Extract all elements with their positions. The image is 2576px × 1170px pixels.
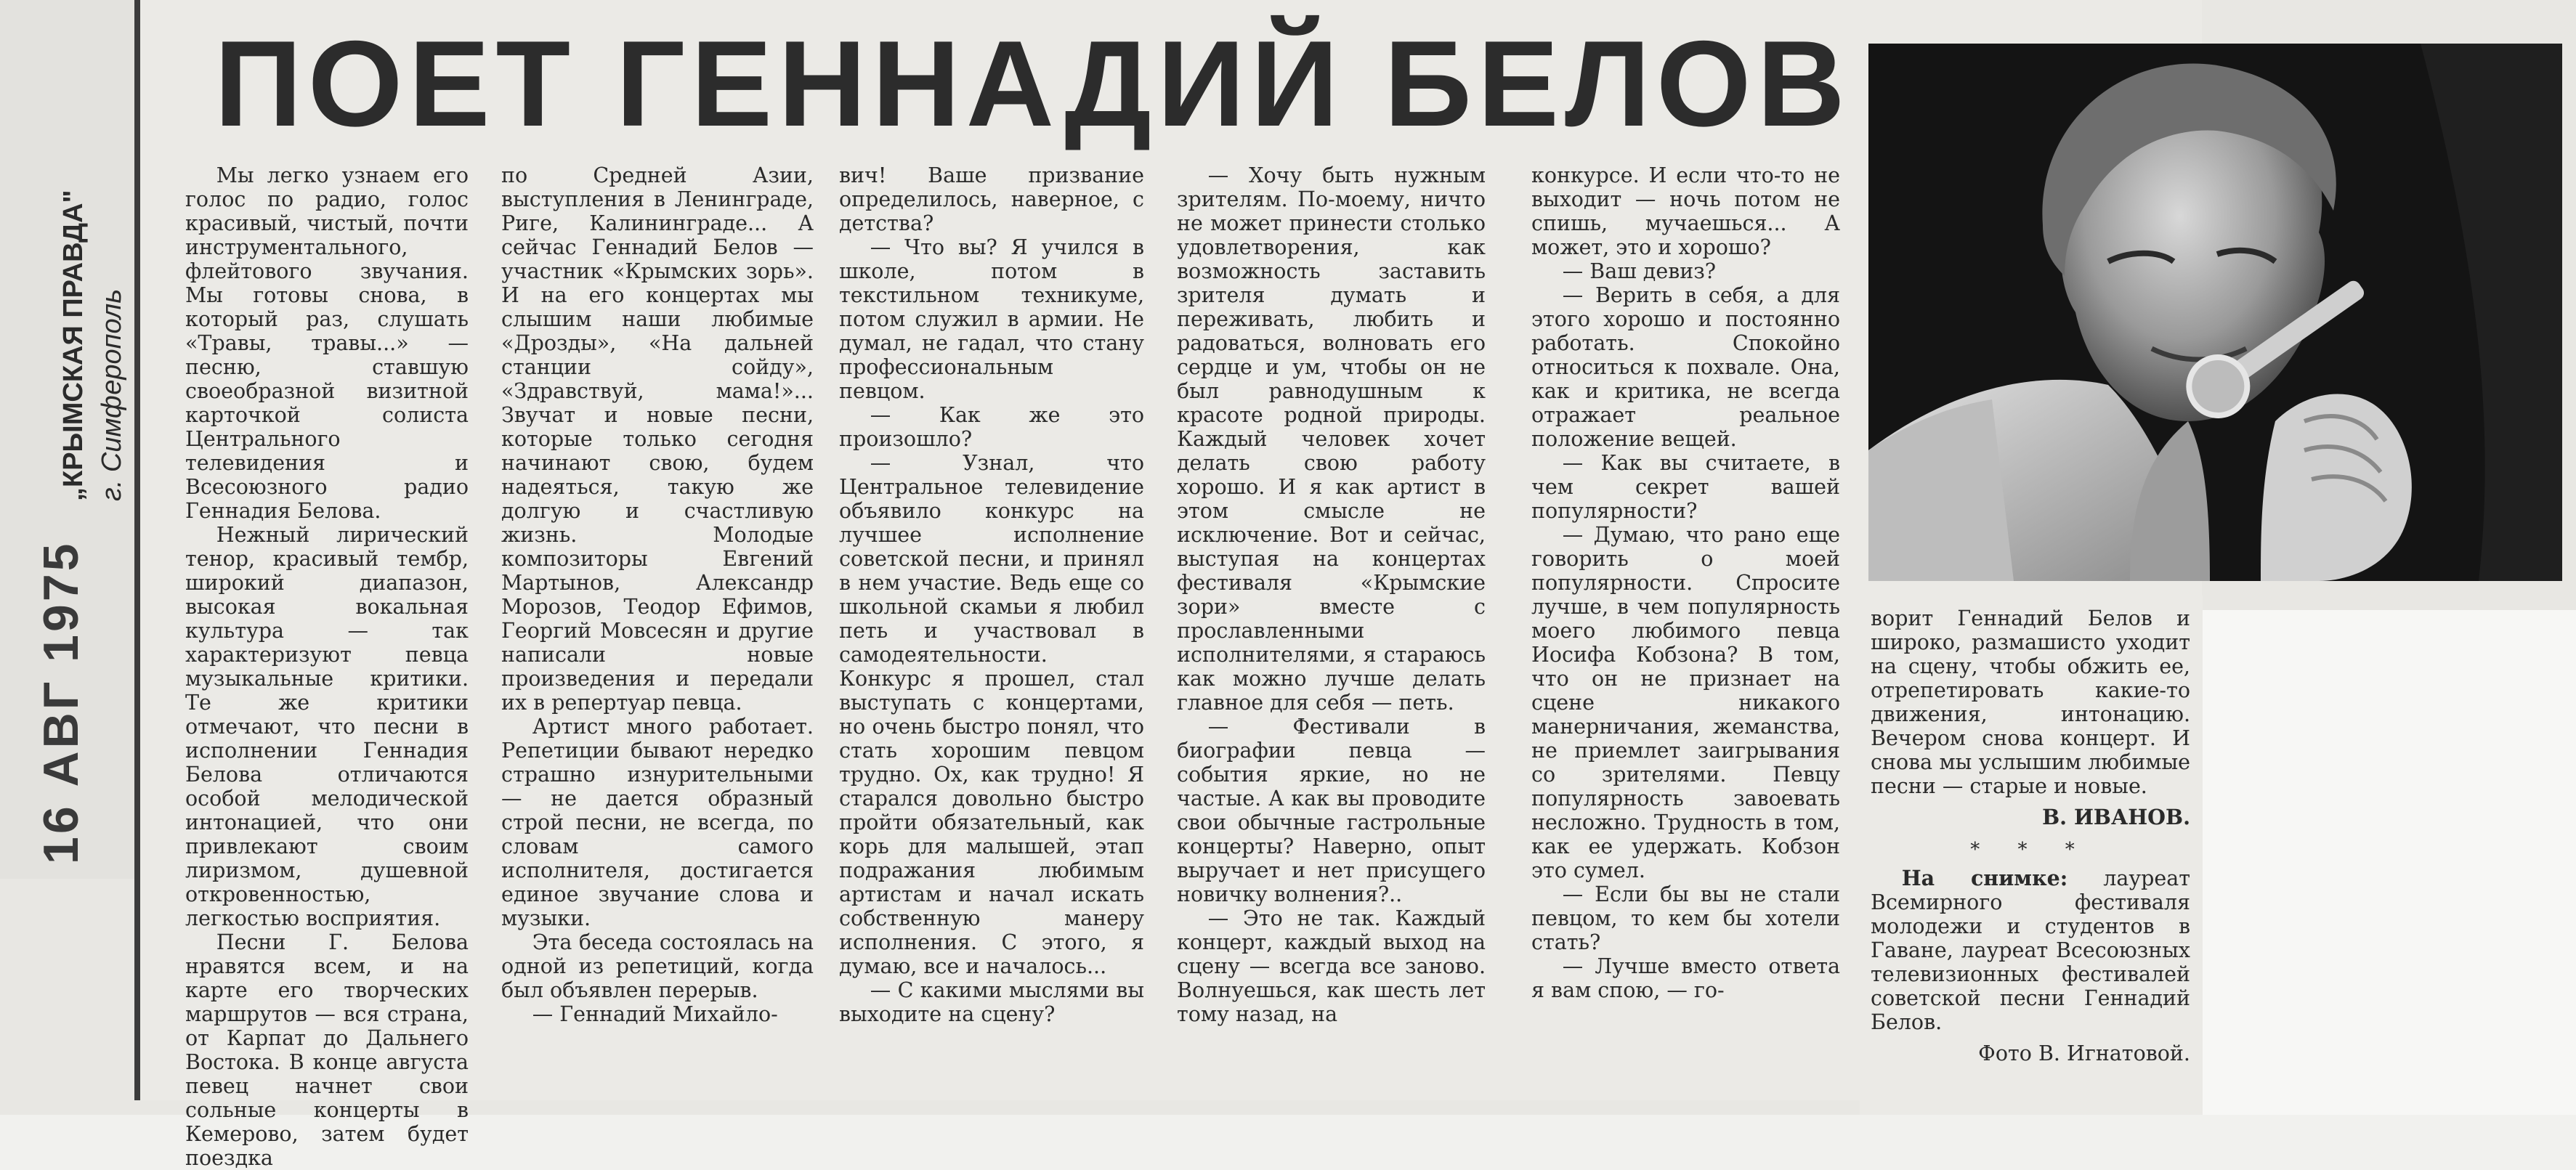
article-paragraph: — Как же это произошло?	[839, 403, 1144, 451]
caption-text: лауреат Всемирного фестиваля молодежи и студентов в Гаване, лауреат Всесоюзных телевизионных фестивалей советской песни Геннадий Белов.	[1871, 866, 2190, 1034]
photo-credit: Фото В. Игнатовой.	[1978, 1041, 2190, 1065]
article-paragraph: Песни Г. Белова нравятся всем, и на карте его творческих маршрутов — вся страна, от Карпат до Дальнего Востока. В конце августа певец начнет свои сольные концерты в Кемерово, затем будет поездка	[185, 930, 469, 1170]
newspaper-city: г. Симферополь	[97, 288, 127, 501]
singer-photo	[1868, 44, 2562, 581]
photo-caption	[1871, 866, 2190, 1034]
article-paragraph: — С какими мыслями вы выходите на сцену?	[839, 978, 1144, 1026]
caption-lead: На снимке:	[1901, 866, 2068, 890]
article-paragraph: — Ваш девиз?	[1562, 259, 1717, 283]
article-paragraph: — Лучше вместо ответа я вам спою, — го-	[1531, 954, 1840, 1002]
article-paragraph: — Это не так. Каждый концерт, каждый выход на сцену — всегда все заново. Волнуешься, как шесть лет тому назад, на	[1177, 906, 1486, 1026]
article-closing-paragraph: ворит Геннадий Белов и широко, размашисто уходит на сцену, чтобы обжить ее, отрепетировать какие-то движения, интонацию. Вечером снова концерт. И снова мы услышим любимые песни — старые и новые.	[1871, 606, 2190, 798]
article-paragraph: Артист много работает. Репетиции бывают нередко страшно изнурительными — не дается образный строй песни, не всегда, по словам самого исполнителя, достигается единое звучание слова и музыки.	[501, 715, 814, 930]
article-column-3	[839, 163, 1144, 1100]
newspaper-name: „КРЫМСКАЯ ПРАВДА"	[58, 190, 89, 501]
article-column-1	[185, 163, 469, 1170]
article-paragraph: Нежный лирический тенор, красивый тембр, широкий диапазон, высокая вокальная культура — так характеризуют певца музыкальные критики. Те же критики отмечают, что песни в исполнении Геннадия Белова отличаются особой мелодической интонацией, что они привлекают своим лиризмом, душевной откровенностью, легкостью восприятия.	[185, 523, 469, 930]
blank-paper-area	[2203, 610, 2576, 1115]
article-paragraph: — Фестивали в биографии певца — события яркие, но не частые. А как вы проводите свои обычные гастрольные концерты? Наверно, опыт выручает и нет присущего новичку волнения?..	[1177, 715, 1486, 906]
article-paragraph: Мы легко узнаем его голос по радио, голос красивый, чистый, почти инструментального, флейтового звучания. Мы готовы снова, в который раз, слушать «Травы, травы...» — песню, ставшую своеобразной визитной карточкой солиста Центрального телевидения и Всесоюзного радио Геннадия Белова.	[185, 163, 469, 523]
article-paragraph: вич! Ваше призвание определилось, наверное, с детства?	[839, 163, 1144, 235]
article-paragraph: — Если бы вы не стали певцом, то кем бы хотели стать?	[1531, 882, 1840, 954]
article-paragraph: — Думаю, что рано еще говорить о моей популярности. Спросите лучше, в чем популярность моего любимого певца Иосифа Кобзона? В том, что он не признает на сцене никакого манерничания, жеманства, не приемлет заигрывания со зрителями. Певцу популярность завоевать несложно. Трудность в том, как ее удержать. Кобзон это сумел.	[1531, 523, 1840, 882]
author-signature: В. ИВАНОВ.	[2042, 805, 2190, 829]
singer-portrait-image	[1868, 44, 2562, 581]
frame-rule	[134, 0, 140, 1100]
section-separator: * * *	[1970, 839, 2091, 861]
date-stamp-text: 16 АВГ 1975	[33, 540, 89, 864]
article-paragraph: — Хочу быть нужным зрителям. По-моему, ничто не может принести столько удовлетворения, как возможность заставить зрителя думать и переживать, любить и радоваться, волновать его сердце и ум, чтобы он не был равнодушным к красоте родной природы. Каждый человек хочет делать свою работу хорошо. И я как артист в этом смысле не исключение. Вот и сейчас, выступая на концертах фестиваля «Крымские зори» вместе с прославленными исполнителями, я стараюсь как можно лучше делать главное для себя — петь.	[1177, 163, 1486, 715]
article-column-5	[1531, 163, 1840, 1100]
article-paragraph: — Что вы? Я учился в школе, потом в текстильном техникуме, потом служил в армии. Не думал, не гадал, что стану профессиональным певцом.	[839, 235, 1144, 403]
article-paragraph: по Средней Азии, выступления в Ленинграде, Риге, Калининграде... А сейчас Геннадий Белов — участник «Крымских зорь». И на его концертах мы слышим наши любимые «Дрозды», «На дальней станции сойду», «Здравствуй, мама!»... Звучат и новые песни, которые только сегодня начинают свою, будем надеяться, такую же долгую и счастливую жизнь. Молодые композиторы Евгений Мартынов, Александр Морозов, Теодор Ефимов, Георгий Мовсесян и другие написали новые произведения и передали их в репертуар певца.	[501, 163, 814, 715]
article-column-2	[501, 163, 814, 1100]
article-paragraph: — Как вы считаете, в чем секрет вашей популярности?	[1531, 451, 1840, 523]
article-paragraph: конкурсе. И если что-то не выходит — ночь потом не спишь, мучаешься... А может, это и хорошо?	[1531, 163, 1840, 259]
article-paragraph: — Узнал, что Центральное телевидение объявило конкурс на лучшее исполнение советской песни, и принял в нем участие. Ведь еще со школьной скамьи я любил петь и участвовал в самодеятельности. Конкурс я прошел, стал выступать с концертами, но очень быстро понял, что стать хорошим певцом трудно. Ох, как трудно! Я старался довольно быстро пройти обязательный, как корь для малышей, этап подражания любимым артистам и начал искать собственную манеру исполнения. С этого, я думаю, все и началось...	[839, 451, 1144, 978]
article-paragraph: Эта беседа состоялась на одной из репетиций, когда был объявлен перерыв.	[501, 930, 814, 1002]
article-paragraph: — Геннадий Михайло-	[532, 1002, 778, 1026]
article-headline: ПОЕТ ГЕННАДИЙ БЕЛОВ	[214, 15, 1851, 152]
article-paragraph: — Верить в себя, а для этого хорошо и постоянно работать. Спокойно относиться к похвале. Она, как и критика, не всегда отражает реальное положение вещей.	[1531, 283, 1840, 451]
article-column-6	[1871, 606, 2190, 1100]
article-column-4	[1177, 163, 1486, 1100]
